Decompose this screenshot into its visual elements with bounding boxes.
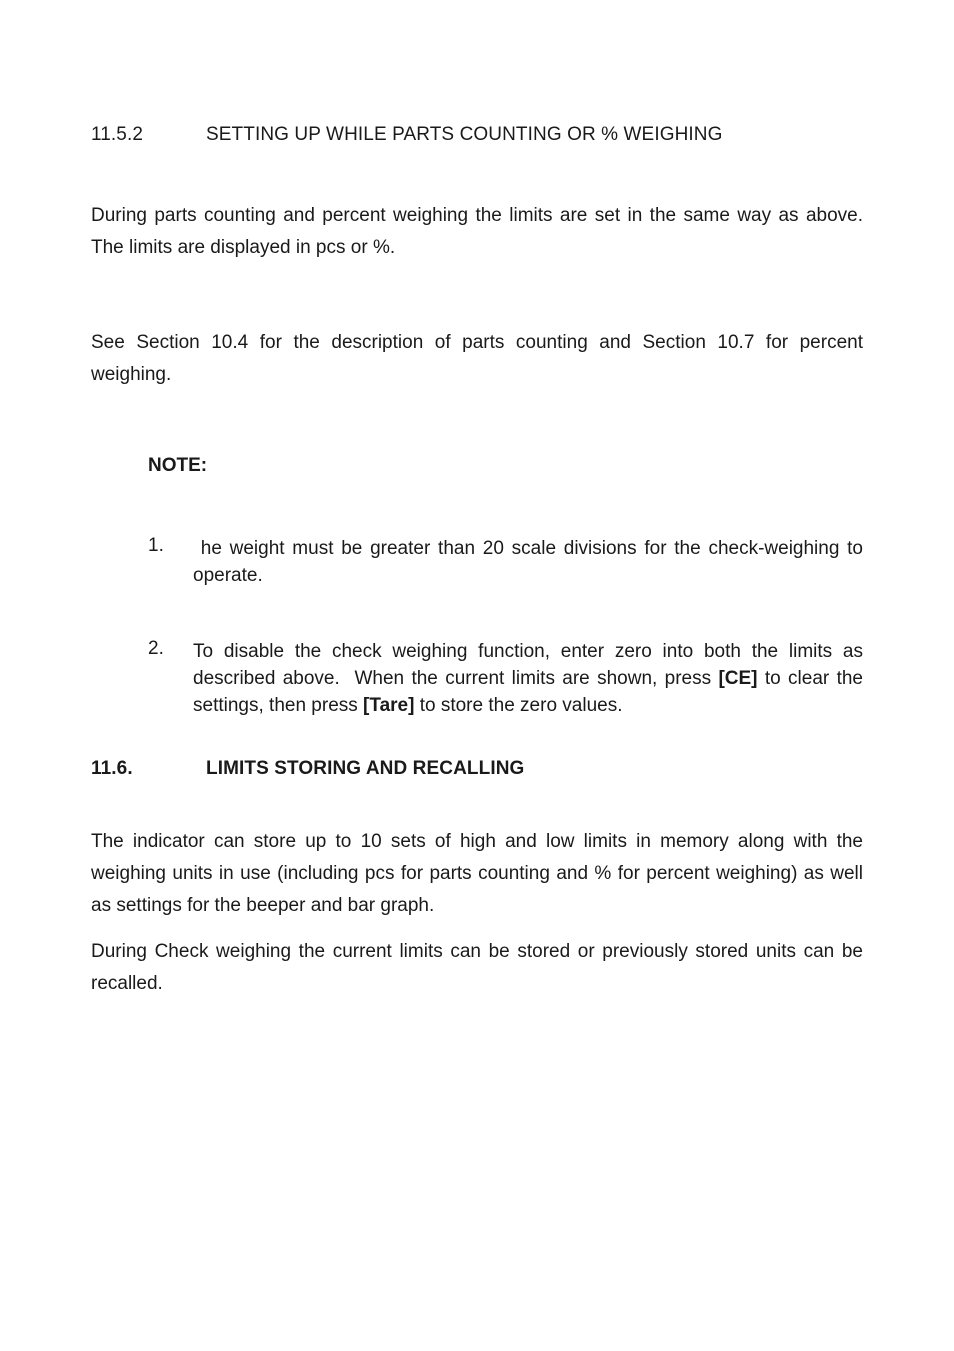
- note-item-2: [148, 638, 869, 719]
- tare-key-label: [Tare]: [363, 695, 415, 716]
- paragraph-check-weighing-recall: During Check weighing the current limits can be stored or previously stored units can be recalled.: [91, 941, 863, 994]
- section-number: 11.6.: [91, 758, 133, 779]
- text-segment: to clear the settings, then press: [193, 668, 869, 716]
- text-segment: to store the zero values.: [414, 695, 623, 716]
- section-title: LIMITS STORING AND RECALLING: [206, 758, 525, 779]
- note-item-text: he weight must be greater than 20 scale divisions for the check-weighing to operate.: [193, 538, 869, 586]
- list-marker: 1.: [148, 535, 164, 556]
- ce-key-label: [CE]: [718, 668, 758, 689]
- section-title: SETTING UP WHILE PARTS COUNTING OR % WEIGHING: [206, 124, 723, 145]
- paragraph-see-section: See Section 10.4 for the description of parts counting and Section 10.7 for percent weighing.: [91, 332, 863, 385]
- list-marker: 2.: [148, 638, 164, 659]
- note-item-1: [148, 535, 869, 589]
- section-number: 11.5.2: [91, 124, 144, 145]
- note-label: NOTE:: [148, 455, 208, 476]
- text-segment: To disable the check weighing function, enter zero into both the limits as described above. When the current limits are shown, press: [193, 641, 869, 689]
- section-heading-11-5-2: [91, 124, 723, 146]
- note-item-text: [193, 638, 869, 719]
- paragraph-indicator-storage: The indicator can store up to 10 sets of high and low limits in memory along with the weighing units in use (including pcs for parts counting and % for percent weighing) as well as settings for the beeper and bar graph.: [91, 831, 863, 916]
- section-heading-11-6: [91, 758, 524, 780]
- paragraph-limits-display: During parts counting and percent weighing the limits are set in the same way as above. The limits are displayed in pcs or %.: [91, 205, 863, 258]
